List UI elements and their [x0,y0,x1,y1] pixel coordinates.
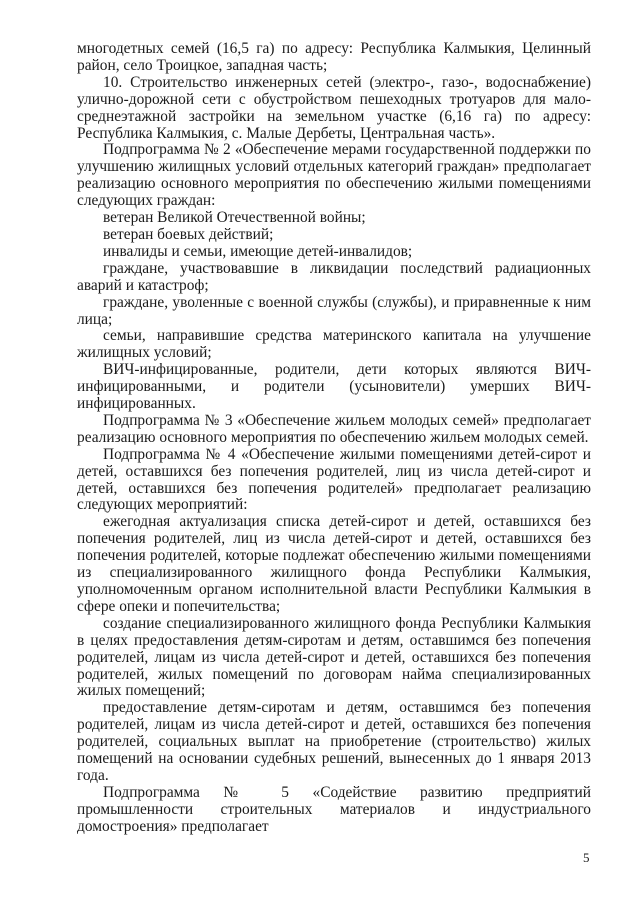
list-item: ежегодная актуализация списка детей-сирот и детей, оставшихся без попечения родителей, лиц из числа детей-сирот и детей, оставшихся без попечения родителей, которые подлежат обеспечению жилыми помещениями из специализированного жилищного фонда Республики Калмыкия, уполномоченным органом исполнительной власти Республики Калмыкия в сфере опеки и попечительства; [77,513,591,615]
list-item: инвалиды и семьи, имеющие детей-инвалидов; [103,242,413,260]
paragraph-subprogram-4: Подпрограмма № 4 «Обеспечение жилыми помещениями детей-сирот и детей, оставшихся без попечения родителей, лиц из числа детей-сирот и детей, оставшихся без попечения родителей» предполагает реализацию следующих мероприятий: [77,445,591,514]
list-item: предоставление детям-сиротам и детям, оставшимся без попечения родителей, лицам из числа детей-сирот и детей, оставшихся без попечения родителей, социальных выплат на приобретение (строительство) жилых помещений на основании судебных решений, вынесенных до 1 января 2013 года. [77,699,591,784]
document-page [77,41,591,836]
list-item: ветеран Великой Отечественной войны; [103,209,366,227]
list-item: семьи, направившие средства материнского капитала на улучшение жилищных условий; [77,327,591,362]
paragraph-subprogram-3: Подпрограмма № 3 «Обеспечение жильем молодых семей» предполагает реализацию основного мероприятия по обеспечению жильем молодых семей. [77,411,591,446]
list-item: ветеран боевых действий; [103,225,274,243]
list-item: граждане, участвовавшие в ликвидации последствий радиационных аварий и катастроф; [77,259,591,294]
paragraph-continuation: многодетных семей (16,5 га) по адресу: Республика Калмыкия, Целинный район, село Троицкое, западная часть; [77,40,591,74]
list-item: ВИЧ-инфицированные, родители, дети которых являются ВИЧ-инфицированными, и родители (усыновители) умерших ВИЧ-инфицированных. [77,361,591,413]
list-item: создание специализированного жилищного фонда Республики Калмыкия в целях предоставления детям-сиротам и детям, оставшимся без попечения родителей, лицам из числа детей-сирот и детей, оставшихся без попечения родителей, жилых помещений по договорам найма специализированных жилых помещений; [77,614,591,700]
page-number: 5 [583,850,590,865]
paragraph-item-10: 10. Строительство инженерных сетей (электро-, газо-, водоснабжение) улично-дорожной сети с обустройством пешеходных тротуаров для мало-среднеэтажной застройки на земельном участке (6,16 га) по адресу: Республика Калмыкия, с. Малые Дербеты, Центральная часть». [77,73,591,142]
list-item: граждане, уволенные с военной службы (службы), и приравненные к ним лица; [77,293,591,328]
paragraph-subprogram-2: Подпрограмма № 2 «Обеспечение мерами государственной поддержки по улучшению жилищных условий отдельных категорий граждан» предполагает реализацию основного мероприятия по обеспечению жилыми помещениями следующих граждан: [77,141,591,210]
paragraph-subprogram-5: Подпрограмма № 5 «Содействие развитию предприятий промышленности строительных материалов и индустриального домостроения» предполагает [77,783,591,835]
